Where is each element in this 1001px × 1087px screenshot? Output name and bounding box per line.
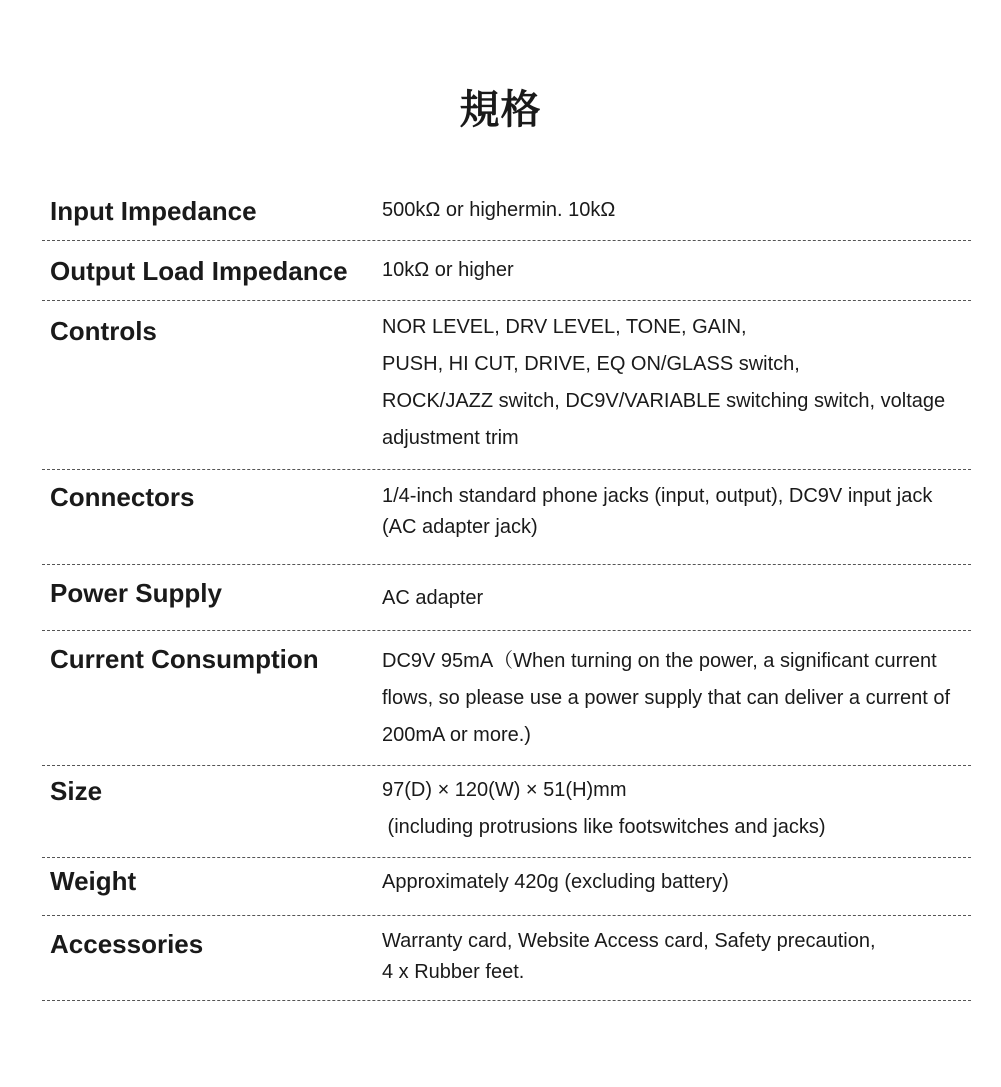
spec-label: Accessories — [50, 929, 204, 959]
spec-value-line: flows, so please use a power supply that can deliver a current of — [382, 687, 951, 709]
spec-value — [382, 864, 972, 901]
spec-value — [382, 926, 972, 988]
spec-value-line: Approximately 420g (excluding battery) — [382, 871, 729, 893]
spec-value-line: 1/4-inch standard phone jacks (input, output), DC9V input jack — [382, 485, 933, 507]
spec-label: Power Supply — [50, 578, 222, 608]
spec-value-line: (AC adapter jack) — [382, 516, 538, 538]
row-divider — [42, 240, 971, 241]
spec-value-line: 200mA or more.) — [382, 724, 531, 746]
row-divider — [42, 630, 971, 631]
row-divider — [42, 857, 971, 858]
spec-value — [382, 580, 972, 617]
spec-value-line: NOR LEVEL, DRV LEVEL, TONE, GAIN, — [382, 316, 747, 338]
spec-label: Controls — [50, 316, 157, 346]
spec-value — [382, 481, 972, 543]
row-divider — [42, 300, 971, 301]
spec-label: Size — [50, 776, 103, 806]
spec-value-line: adjustment trim — [382, 427, 519, 449]
spec-value — [382, 192, 972, 229]
spec-value — [382, 772, 972, 846]
spec-value-line: DC9V 95mA（When turning on the power, a significant current — [382, 650, 937, 672]
spec-value-line: AC adapter — [382, 587, 484, 609]
spec-label: Output Load Impedance — [50, 256, 348, 286]
spec-value-line: ROCK/JAZZ switch, DC9V/VARIABLE switching switch, voltage — [382, 390, 946, 412]
spec-label: Weight — [50, 866, 137, 896]
spec-value-line: 500kΩ or highermin. 10kΩ — [382, 199, 616, 221]
row-divider — [42, 564, 971, 565]
spec-value-line: PUSH, HI CUT, DRIVE, EQ ON/GLASS switch, — [382, 353, 800, 375]
spec-value — [382, 252, 972, 289]
page-title: 規格 — [459, 87, 542, 133]
spec-label: Input Impedance — [50, 196, 257, 226]
row-divider — [42, 765, 971, 766]
spec-value-line: 97(D) × 120(W) × 51(H)mm — [382, 779, 627, 801]
spec-value-line: 10kΩ or higher — [382, 259, 514, 281]
spec-value — [382, 309, 972, 457]
spec-label: Current Consumption — [50, 644, 319, 674]
row-divider — [42, 1000, 971, 1001]
row-divider — [42, 915, 971, 916]
spec-value-line: (including protrusions like footswitches and jacks) — [382, 816, 826, 838]
row-divider — [42, 469, 971, 470]
spec-value-line: 4 x Rubber feet. — [382, 961, 525, 983]
spec-label: Connectors — [50, 482, 195, 512]
spec-value — [382, 643, 972, 754]
spec-value-line: Warranty card, Website Access card, Safety precaution, — [382, 930, 876, 952]
